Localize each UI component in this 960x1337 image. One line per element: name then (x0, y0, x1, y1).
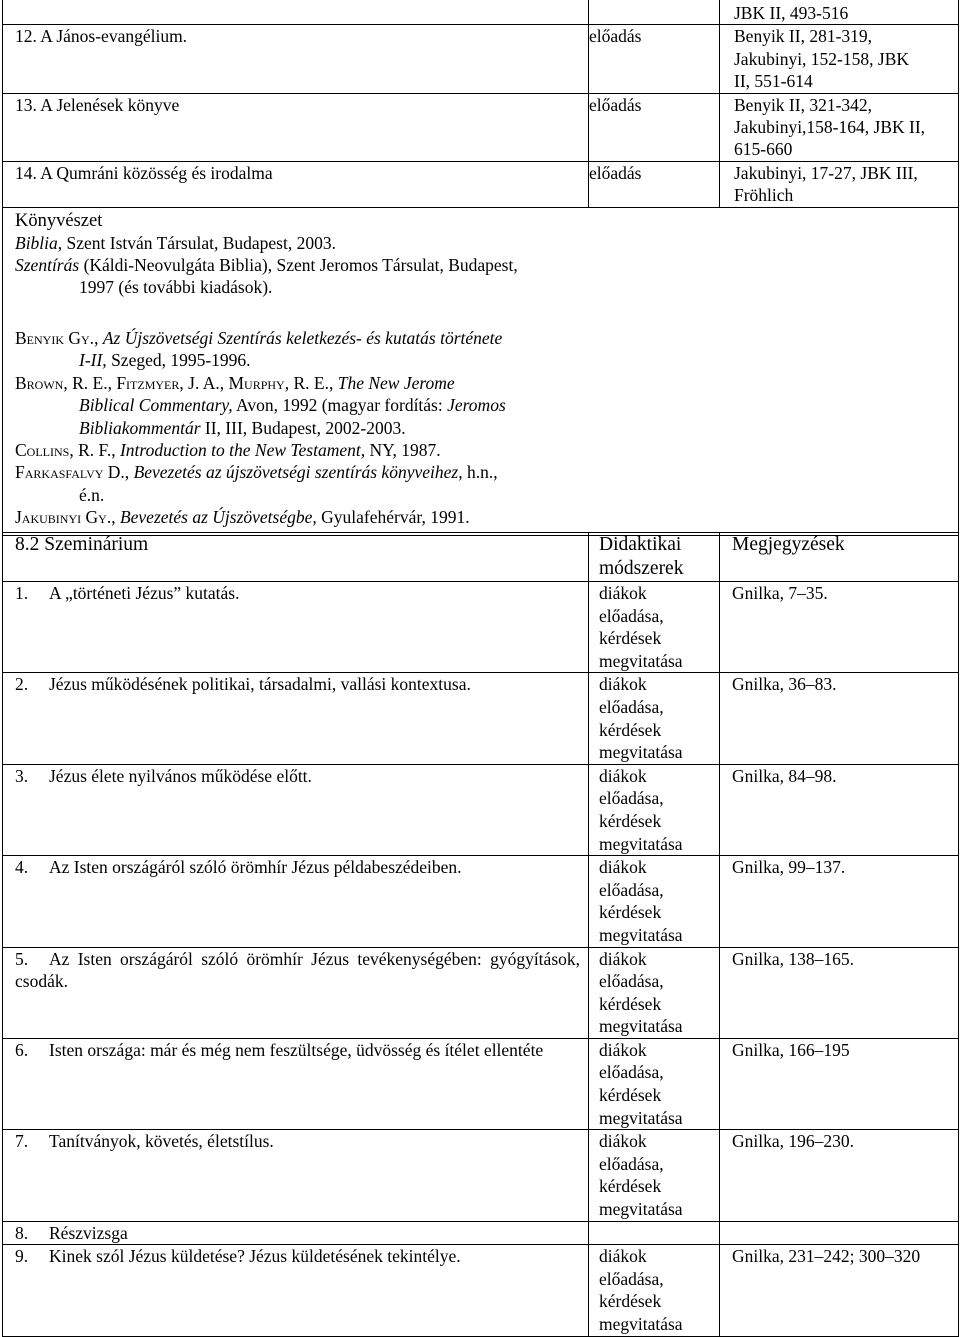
lecture-method (589, 0, 720, 25)
bibliography-entry: Collins, R. F., Introduction to the New Testament, NY, 1987. (15, 439, 441, 460)
seminar-row (3, 1130, 959, 1221)
seminar-method (589, 1221, 720, 1245)
bibliography-entry: Biblia, Szent István Társulat, Budapest, 2003. (15, 232, 336, 253)
seminar-method: diákok előadása, kérdések megvitatása (589, 947, 720, 1038)
lecture-reference: JBK II, 493-516 (720, 0, 959, 25)
lecture-row (3, 161, 959, 207)
seminar-row (3, 1038, 959, 1129)
seminar-note: Gnilka, 36–83. (720, 673, 959, 764)
seminar-row (3, 1245, 959, 1336)
seminar-topic: 1. A „történeti Jézus” kutatás. (3, 582, 589, 673)
seminar-topic: 8. Részvizsga (3, 1221, 589, 1245)
seminar-row (3, 764, 959, 855)
seminar-topic: 5. Az Isten országáról szóló örömhír Jézus tevékenységében: gyógyítások, csodák. (3, 947, 589, 1038)
seminar-table (2, 532, 959, 1337)
seminar-heading: 8.2 Szeminárium (3, 533, 589, 582)
seminar-method: diákok előadása, kérdések megvitatása (589, 1245, 720, 1336)
syllabus-table (2, 0, 959, 536)
notes-column-header: Megjegyzések (720, 533, 959, 582)
seminar-method: diákok előadása, kérdések megvitatása (589, 1038, 720, 1129)
seminar-note: Gnilka, 196–230. (720, 1130, 959, 1221)
lecture-reference: Jakubinyi, 17-27, JBK III, Fröhlich (720, 161, 959, 207)
seminar-note: Gnilka, 84–98. (720, 764, 959, 855)
seminar-row (3, 947, 959, 1038)
bibliography-entry: Brown, R. E., Fitzmyer, J. A., Murphy, R. E., The New Jerome (15, 372, 455, 393)
lecture-row (3, 93, 959, 161)
seminar-method: diákok előadása, kérdések megvitatása (589, 582, 720, 673)
bibliography-entry: Szentírás (Káldi-Neovulgáta Biblia), Szent Jeromos Társulat, Budapest, (15, 255, 518, 276)
seminar-method: diákok előadása, kérdések megvitatása (589, 856, 720, 947)
lecture-method: előadás (589, 25, 720, 93)
seminar-topic: 7. Tanítványok, követés, életstílus. (3, 1130, 589, 1221)
lecture-method: előadás (589, 93, 720, 161)
seminar-row (3, 1221, 959, 1245)
seminar-topic: 3. Jézus élete nyilvános működése előtt. (3, 764, 589, 855)
seminar-topic: 6. Isten országa: már és még nem feszültsége, üdvösség és ítélet ellentéte (3, 1038, 589, 1129)
lecture-title (3, 0, 589, 25)
seminar-note: Gnilka, 99–137. (720, 856, 959, 947)
bibliography-entry: Jakubinyi Gy., Bevezetés az Újszövetségbe, Gyulafehérvár, 1991. (15, 507, 470, 528)
method-column-header: Didaktikai módszerek (589, 533, 720, 582)
seminar-method: diákok előadása, kérdések megvitatása (589, 764, 720, 855)
seminar-topic: 9. Kinek szól Jézus küldetése? Jézus küldetésének tekintélye. (3, 1245, 589, 1336)
lecture-method: előadás (589, 161, 720, 207)
seminar-row (3, 673, 959, 764)
seminar-row (3, 582, 959, 673)
lecture-reference: Benyik II, 281-319, Jakubinyi, 152-158, JBK II, 551-614 (720, 25, 959, 93)
seminar-header-row (3, 533, 959, 582)
seminar-topic: 4. Az Isten országáról szóló örömhír Jézus példabeszédeiben. (3, 856, 589, 947)
lecture-title: 14. A Qumráni közösség és irodalma (3, 161, 589, 207)
seminar-topic: 2. Jézus működésének politikai, társadalmi, vallási kontextusa. (3, 673, 589, 764)
bibliography-heading: Könyvészet (15, 210, 103, 231)
bibliography-section: Könyvészet Biblia, Szent István Társulat, Budapest, 2003. Szentírás (Káldi-Neovulgáta Biblia), Szent Jeromos Társulat, Budapest, 1997 (és további kiadások). Benyik Gy., Az Újszövetségi Szentírás keletkezés- és kutatás története I-II, Szeged, 1995-1996. Brown, R. E., Fitzmyer, J. A., Murphy, R. E., The New Jerome Biblical Commentary, Avon, 1992 (magyar fordítás: Jeromos Bibliakommentár II, III, Budapest, 2002-2003. Collins, R. F., Introduction to the New Testament, NY, 1987. Farkasfalvy D., Bevezetés az újszövetségi szentírás könyveihez, h.n., é.n. Jakubinyi Gy., Bevezetés az Újszövetségbe, Gyulafehérvár, 1991. (3, 207, 959, 535)
bibliography-entry: Benyik Gy., Az Újszövetségi Szentírás keletkezés- és kutatás története (15, 327, 503, 348)
seminar-method: diákok előadása, kérdések megvitatása (589, 1130, 720, 1221)
seminar-note: Gnilka, 231–242; 300–320 (720, 1245, 959, 1336)
seminar-note: Gnilka, 7–35. (720, 582, 959, 673)
lecture-title: 12. A János-evangélium. (3, 25, 589, 93)
seminar-note (720, 1221, 959, 1245)
bibliography-entry: Farkasfalvy D., Bevezetés az újszövetségi szentírás könyveihez, h.n., (15, 462, 498, 483)
seminar-method: diákok előadása, kérdések megvitatása (589, 673, 720, 764)
seminar-note: Gnilka, 138–165. (720, 947, 959, 1038)
lecture-title: 13. A Jelenések könyve (3, 93, 589, 161)
seminar-row (3, 856, 959, 947)
lecture-reference: Benyik II, 321-342, Jakubinyi,158-164, JBK II, 615-660 (720, 93, 959, 161)
lecture-row (3, 0, 959, 25)
lecture-row (3, 25, 959, 93)
seminar-note: Gnilka, 166–195 (720, 1038, 959, 1129)
bibliography-row (3, 207, 959, 535)
